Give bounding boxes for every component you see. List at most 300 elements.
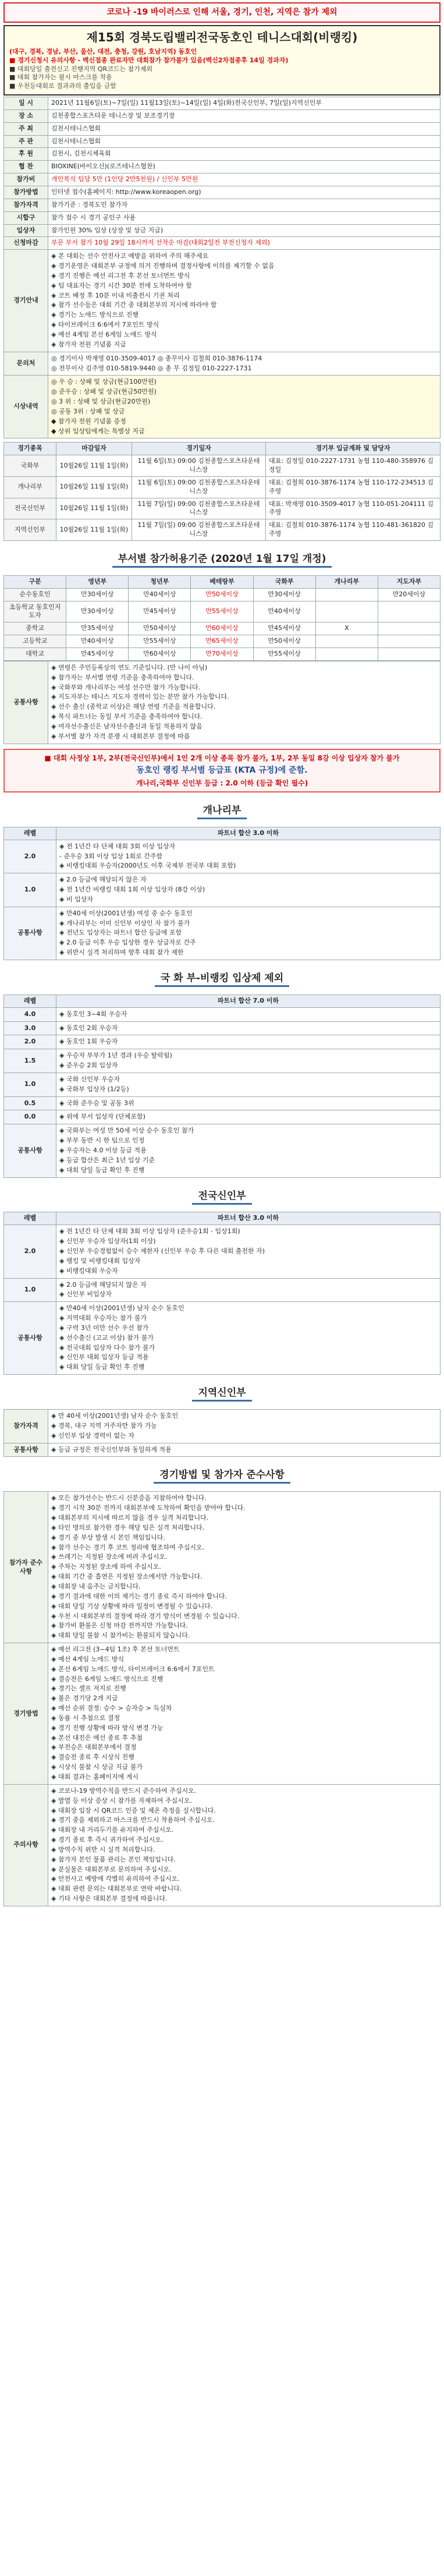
info-label: 일 시 (4, 97, 48, 110)
info-row (4, 135, 441, 148)
methods-item: ◈ 예선 4게임 노애드 방식 (51, 1655, 125, 1663)
methods-item: ◈ 볼은 경기당 2개 지급 (51, 1694, 118, 1703)
info-value: 2021년 11월6일(토)~7일(일) 11월13일(토)~14일(일) 4일(화)전국신인부, 7일(일)지역신인부 (48, 97, 441, 110)
rookie-level-item: ◈ 전국대회 입상자 다수 참가 불가 (59, 1343, 155, 1351)
local-cell (48, 1410, 441, 1443)
local-item: ◈ 등급 규정은 전국신인부와 동일하게 적용 (51, 1445, 172, 1453)
schedule-row (4, 498, 441, 519)
methods-title (3, 1463, 441, 1488)
national-level: 0.0 (4, 1110, 56, 1124)
age-cell: 만30세이상 (66, 601, 129, 622)
rules-item: ◈ 예선 4게임 본선 6게임 노애드 방식 (51, 330, 157, 338)
info-label: 주 최 (4, 122, 48, 135)
methods-item: ◈ 경기 결과에 대한 이의 제기는 경기 종료 즉시 하여야 합니다. (51, 1592, 227, 1600)
methods-item: ◈ 안전사고 예방에 각별히 유의하여 주십시오. (51, 1875, 180, 1883)
national-level: 0.5 (4, 1096, 56, 1110)
methods-item: ◈ 대회장 입장 시 QR코드 인증 및 체온 측정을 실시합니다. (51, 1806, 216, 1814)
info-row (4, 97, 441, 110)
age-notes-label: 공통사항 (4, 661, 48, 744)
methods-item: ◈ 대회장 내 거리두기를 유지하여 주십시오. (51, 1826, 174, 1834)
national-level-item: ◈ 준우승 2회 입상자 (59, 1061, 118, 1070)
rookie-grade-note: 개나리,국화부 신인부 등급 : 2.0 이하 (등급 확인 필수) (136, 779, 308, 787)
national-level-row (4, 1007, 441, 1021)
title-line-3: ■ 대회 참가자는 필시 마스크를 착용 (9, 73, 112, 82)
local-item: ◈ 경북, 대구 지역 거주자만 참가 가능 (51, 1421, 157, 1429)
rules-cell (48, 250, 441, 352)
local-cell (48, 1443, 441, 1457)
local-item: ◈ 만 40세 이상(2001년생) 남자 순수 동호인 (51, 1412, 179, 1420)
age-header: 지도자부 (378, 575, 440, 588)
gaenari-level: 1.0 (4, 873, 56, 907)
info-label: 주 관 (4, 135, 48, 148)
prize-cell (48, 376, 441, 438)
rookie-level-row (4, 1278, 441, 1302)
age-notes-table (3, 661, 441, 744)
gaenari-level-cell (56, 907, 441, 960)
schedule-bank: 대표: 김철희 010-3876-1174 농협 110-172-234513 김주영 (266, 476, 441, 498)
national-level-item: ◈ 국화 신인부 우승자 (59, 1075, 120, 1083)
info-label: 시합구 (4, 211, 48, 224)
national-level-item: ◈ 국화부 입상자 (1/2등) (59, 1085, 129, 1093)
info-label: 참가방법 (4, 186, 48, 199)
info-value: 부문 부서 참가 10월 29일 18시까지 선착순 마감(대회2일전 부전신청자 제외) (48, 237, 441, 250)
gaenari-level-item: ◈ 2.0 등급에 해당되지 않은 자 (59, 876, 147, 884)
gaenari-level-list (59, 842, 437, 872)
age-header: 국화부 (253, 575, 315, 588)
national-level-list (59, 1099, 437, 1109)
rookie-level-item: ◈ 선수출신 (고교 이상) 참가 불가 (59, 1333, 154, 1342)
contact-label: 문의처 (4, 352, 48, 376)
methods-item: ◈ 대회 당일 기상 상황에 따라 일정이 변경될 수 있습니다. (51, 1602, 213, 1610)
gaenari-level-item: ◈ 2.0 등급 이후 우승 입상한 경우 상급자로 간주 (59, 939, 196, 947)
methods-label: 참가자 준수사항 (4, 1492, 48, 1643)
methods-list (51, 1645, 437, 1782)
age-note: ◈ 연령은 주민등록상의 연도 기준입니다. (만 나이 아님) (51, 663, 208, 671)
national-title-text: 국 화 부-비랭킹 입상제 제외 (155, 971, 289, 987)
national-level: 1.5 (4, 1049, 56, 1073)
age-cell: 만35세이상 (66, 622, 129, 635)
rookie-level: 2.0 (4, 1225, 56, 1278)
age-row (4, 601, 441, 622)
rules-item: ◈ 경기운영은 대회본부 규정에 의거 진행하며 결정사항에 이의를 제기할 수 없음 (51, 262, 275, 270)
sum-header: 파트너 합산 3.0 이하 (56, 1212, 441, 1225)
methods-item: ◈ 본선 대진은 예선 종료 후 추첨 (51, 1733, 143, 1742)
age-cell: 만70세이상 (191, 648, 253, 661)
national-level-list (59, 1075, 437, 1095)
rookie-level-list (59, 1304, 437, 1372)
age-section-title-text: 부서별 참가허용기준 (2020년 1월 17일 개정) (112, 552, 332, 568)
schedule-table (3, 442, 441, 541)
methods-cell (48, 1492, 441, 1643)
methods-item: ◈ 기타 사항은 대회본부 결정에 따릅니다. (51, 1895, 168, 1903)
national-level: 3.0 (4, 1021, 56, 1035)
info-row (4, 224, 441, 237)
age-cell: 만65세이상 (191, 635, 253, 648)
schedule-date: 11월 6일(토) 09:00 김천종합스포츠타운테니스장 (132, 455, 266, 477)
age-cell: 중학교 (4, 622, 66, 635)
age-note: ◈ 복식 파트너는 동일 부서 기준을 충족하여야 합니다. (51, 713, 203, 721)
methods-item: ◈ 대회 당일 불참 시 참가비는 환불되지 않습니다. (51, 1632, 190, 1640)
methods-item: ◈ 분실물은 대회본부로 문의하여 주십시오. (51, 1865, 172, 1873)
schedule-deadline: 10월26일 11월 1일(화) (56, 519, 132, 541)
gaenari-level-item: ◈ 전 1년간 비랭킹 대회 1회 이상 입상자 (8강 이상) (59, 886, 205, 894)
rookie-level-item: ◈ 신인부 비입상자 (59, 1290, 112, 1298)
age-cell (378, 601, 440, 622)
rookie-level-item: ◈ 신인부 대회 입상자 등급 적용 (59, 1353, 149, 1361)
national-table (3, 995, 441, 1178)
gaenari-level-item: - 준우승 3회 이상 입상 1회로 간주함 (59, 852, 163, 860)
schedule-header: 경기일자 (132, 443, 266, 455)
local-label: 참가자격 (4, 1410, 48, 1443)
info-value: 인터넷 접수(홈페이지: http://www.koreaopen.org) (48, 186, 441, 199)
schedule-date: 11월 6일(토) 09:00 김천종합스포츠타운테니스장 (132, 476, 266, 498)
national-level-row (4, 1073, 441, 1096)
age-header: 청년부 (129, 575, 191, 588)
info-row (4, 237, 441, 250)
methods-item: ◈ 시상식 불참 시 상금 지급 불가 (51, 1763, 143, 1771)
title-line-2: ■ 대회당일 출전신고 진행지역 QR코드는 참가제외 (9, 65, 153, 73)
methods-item: ◈ 경기 중 부상 발생 시 본인 책임입니다. (51, 1533, 165, 1541)
schedule-bank: 대표: 박재영 010-3509-4017 농협 110-051-204111 김주영 (266, 498, 441, 519)
schedule-deadline: 10월26일 11월 1일(화) (56, 476, 132, 498)
schedule-deadline: 10월26일 11월 1일(화) (56, 498, 132, 519)
local-body (4, 1410, 441, 1457)
age-cell: 만45세이상 (129, 601, 191, 622)
rookie-level-item: ◈ 지역대회 우승자는 참가 불가 (59, 1314, 147, 1322)
age-cell: 순수동호인 (4, 588, 66, 601)
warning-box (3, 749, 441, 792)
rookie-level-item: ◈ 비랭킹대회 우승자 (59, 1266, 118, 1275)
local-row (4, 1443, 441, 1457)
contact-item: ◎ 경기이사 박재영 010-3509-4017 ◎ 총무이사 김철희 010-3876-1174 (51, 354, 262, 362)
local-list (51, 1445, 437, 1455)
schedule-row (4, 476, 441, 498)
rookie-level: 공통사항 (4, 1302, 56, 1375)
info-label: 장 소 (4, 109, 48, 122)
methods-item: ◈ 결승전은 6게임 노애드 방식으로 진행 (51, 1675, 164, 1683)
age-cell (315, 635, 378, 648)
methods-cell (48, 1643, 441, 1785)
title-line-1: ■ 경기신청시 유의사항 - 백신접종 완료자만 대회참가 참가불가 있음(백신2차접종후 14일 경과자) (9, 56, 289, 64)
age-header: 베테랑부 (191, 575, 253, 588)
level-header: 레벨 (4, 1212, 56, 1225)
national-level-list (59, 1126, 437, 1175)
gaenari-table (3, 827, 441, 960)
age-cell: 만30세이상 (66, 588, 129, 601)
methods-list (51, 1786, 437, 1904)
age-table (3, 575, 441, 661)
level-header: 레벨 (4, 827, 56, 840)
methods-item: ◈ 대회본부의 지시에 따르지 않을 경우 실격 처리합니다. (51, 1514, 209, 1522)
methods-item: ◈ 경기 시작 30분 전까지 대회본부에 도착하여 확인을 받아야 합니다. (51, 1504, 246, 1512)
contact-list (51, 354, 437, 374)
info-value: 참가기준 : 경북도민 참가자 (48, 199, 441, 211)
age-cell: 만55세이상 (129, 635, 191, 648)
schedule-row (4, 455, 441, 477)
age-cell (315, 648, 378, 661)
rules-item: ◈ 코트 배정 후 10분 이내 미출전시 기권 처리 (51, 291, 180, 299)
info-label: 참가자격 (4, 199, 48, 211)
rookie-level-item: ◈ 신인부 우승자 입상자(1회 이상) (59, 1237, 156, 1245)
rules-item: ◈ 경기는 노애드 방식으로 진행 (51, 311, 138, 319)
age-row (4, 622, 441, 635)
age-note: ◈ 여자선수출신은 남자선수출신과 동일 적용하지 않음 (51, 722, 203, 730)
age-cell (378, 622, 440, 635)
info-value: 참가 접수 시 경기 공인구 사용 (48, 211, 441, 224)
age-header: 구분 (4, 575, 66, 588)
title-line-4: ■ 우천등대회로 결과과의 출입을 금함 (9, 82, 116, 90)
local-title-text: 지역신인부 (192, 1386, 251, 1402)
methods-label: 주의사항 (4, 1784, 48, 1906)
national-level-item: ◈ 등급 합산은 최근 1년 입상 기준 (59, 1156, 155, 1164)
rookie-level-list (59, 1280, 437, 1300)
local-row (4, 1410, 441, 1443)
schedule-event: 국화부 (4, 455, 56, 477)
national-level-cell (56, 1124, 441, 1177)
national-level-item: ◈ 우승자는 4.0 이상 등급 적용 (59, 1147, 147, 1154)
schedule-date: 11월 7일(일) 09:00 김천종합스포츠타운테니스장 (132, 519, 266, 541)
age-cell: 만50세이상 (253, 635, 315, 648)
national-level-item: ◈ 국화부는 여성 만 50세 이상 순수 동호인 참가 (59, 1127, 194, 1135)
methods-item: ◈ 대회 관련 문의는 대회본부로 연락 바랍니다. (51, 1885, 182, 1893)
age-cell (378, 635, 440, 648)
methods-item: ◈ 경기 중을 제외하고 마스크를 반드시 착용하여 주십시오. (51, 1816, 215, 1824)
info-label: 참가비 (4, 174, 48, 186)
national-level-cell (56, 1096, 441, 1110)
age-cell: 만40세이상 (129, 588, 191, 601)
gaenari-level-item: ◈ 개나리부는 이미 신인부 이상인 자 참가 불가 (59, 919, 190, 927)
age-body (4, 588, 441, 660)
age-cell: 만50세이상 (191, 588, 253, 601)
info-row (4, 109, 441, 122)
schedule-bank: 대표: 김정일 010-2227-1731 농협 110-480-358976 김정일 (266, 455, 441, 477)
info-body (4, 97, 441, 438)
age-cell: 만20세이상 (378, 588, 440, 601)
national-level-item: ◈ 부부 동반 시 한 팀으로 인정 (59, 1137, 145, 1145)
gaenari-level-row (4, 840, 441, 873)
schedule-event: 개나리부 (4, 476, 56, 498)
contact-row (4, 352, 441, 376)
age-cell: 만40세이상 (66, 635, 129, 648)
methods-label: 경기방법 (4, 1643, 48, 1785)
national-level-list (59, 1024, 437, 1034)
sum-header: 파트너 합산 7.0 이하 (56, 995, 441, 1007)
methods-item: ◈ 참가 선수는 경기 후 코트 정리에 협조하여 주십시오. (51, 1543, 205, 1551)
rookie-body (4, 1225, 441, 1375)
national-level: 2.0 (4, 1035, 56, 1049)
rules-item: ◈ 팀 대표자는 경기 시간 30분 전에 도착하여야 함 (51, 281, 192, 289)
national-level: 공통사항 (4, 1124, 56, 1177)
national-title (3, 966, 441, 991)
contact-cell (48, 352, 441, 376)
age-cell: 만45세이상 (253, 622, 315, 635)
methods-item: ◈ 방역수칙 위반 시 실격 처리합니다. (51, 1845, 155, 1853)
methods-item: ◈ 쓰레기는 지정된 장소에 버려 주십시오. (51, 1553, 168, 1561)
prize-list (51, 377, 437, 436)
gaenari-level-item: ◈ 만40세 이상(2001년생) 여성 중 순수 동호인 (59, 909, 193, 917)
rookie-level-cell (56, 1225, 441, 1278)
age-note: ◈ 지도자부는 테니스 지도자 경력이 있는 분만 참가 가능합니다. (51, 693, 229, 701)
age-head (4, 575, 441, 588)
national-level-cell (56, 1035, 441, 1049)
tournament-title: 제15회 경북도립밸리전국동호인 테니스대회(비랭킹) (86, 30, 358, 44)
rookie-level-item: ◈ 만40세 이상(2001년생) 남자 순수 동호인 (59, 1304, 184, 1312)
prize-item: ◎ 우 승 : 상패 및 상금(현금100만원) (51, 378, 157, 386)
schedule-body (4, 455, 441, 541)
age-header: 개나리부 (315, 575, 378, 588)
eligible-regions: (대구, 경북, 경남, 부산, 울산, 대전, 충청, 강원, 호남지역) 동호인 (9, 47, 197, 55)
methods-table (3, 1491, 441, 1906)
age-notes (51, 663, 437, 742)
methods-item: ◈ 동률 시 추첨으로 결정 (51, 1714, 120, 1722)
gaenari-body (4, 840, 441, 960)
prize-item: ◆ 상위 입상팀에게는 특별상 지급 (51, 427, 145, 435)
age-cell: 초등학교 동호인지도자 (4, 601, 66, 622)
info-value: 김천시테니스협회 (48, 122, 441, 135)
rookie-level-item: ◈ 전 1년간 타 단체 대회 3회 이상 입상자 (준우승1회 - 입상1회) (59, 1227, 240, 1236)
gaenari-level-list (59, 875, 437, 905)
age-note: ◈ 부서별 참가 자격 분쟁 시 대회본부 결정에 따름 (51, 732, 190, 740)
national-level-row (4, 1096, 441, 1110)
prize-item: ◎ 준우승 : 상패 및 상금(현금50만원) (51, 388, 157, 396)
info-row (4, 199, 441, 211)
schedule-header: 경기부 입금계좌 및 담당자 (266, 443, 441, 455)
national-level-row (4, 1035, 441, 1049)
rookie-title (3, 1184, 441, 1209)
age-cell: 만50세이상 (129, 622, 191, 635)
age-cell: 만60세이상 (191, 622, 253, 635)
local-title (3, 1381, 441, 1406)
national-level-item: ◈ 우승자 부부가 1년 경과 (우승 탈락됨) (59, 1052, 172, 1060)
methods-item: ◈ 타인 명의로 참가한 경우 해당 팀은 실격 처리합니다. (51, 1523, 205, 1531)
info-row (4, 161, 441, 174)
rules-item: ◈ 경기 진행은 예선 리그전 후 본선 토너먼트 방식 (51, 271, 190, 279)
national-level-list (59, 1112, 437, 1122)
age-note: ◈ 국화부와 개나리부는 여성 선수만 참가 가능합니다. (51, 683, 201, 691)
age-note: ◈ 선수 출신 (중학교 이상)은 해당 연령 기준을 적용합니다. (51, 703, 216, 711)
prize-item: ◎ 3 위 : 상패 및 상금(현금20만원) (51, 398, 151, 406)
rookie-level-row (4, 1225, 441, 1278)
age-cell: 대학교 (4, 648, 66, 661)
level-header: 레벨 (4, 995, 56, 1007)
sum-header: 파트너 합산 3.0 이하 (56, 827, 441, 840)
info-value: 참가인원 30% 입상 (상장 및 상금 지급) (48, 224, 441, 237)
national-level-item: ◈ 동호인 3~4회 우승자 (59, 1010, 127, 1018)
methods-item: ◈ 부전승은 대회본부에서 결정 (51, 1743, 137, 1751)
gaenari-level-item: ◈ 비랭킹대회 우승자(2000년도 이후 국제부 전국부 대회 포함) (59, 862, 236, 870)
national-level-item: ◈ 동호인 1회 우승자 (59, 1038, 118, 1046)
age-cell: 만40세이상 (253, 601, 315, 622)
national-level-cell (56, 1007, 441, 1021)
methods-item: ◈ 대회 기간 중 흡연은 지정된 장소에서만 가능합니다. (51, 1573, 203, 1581)
gaenari-level-item: ◈ 위반시 실격 처리하며 향후 대회 참가 제한 (59, 949, 184, 957)
info-value: 개인복식 팀당 5만 (1인당 2만5천원) / 신인부 5만원 (48, 174, 441, 186)
gaenari-level: 공통사항 (4, 907, 56, 960)
national-level-cell (56, 1073, 441, 1096)
rookie-title-text: 전국신인부 (192, 1189, 251, 1205)
contact-item: ◎ 전무이사 김주영 010-5819-9440 ◎ 총 무 김정일 010-2227-1731 (51, 364, 252, 372)
national-level-row (4, 1124, 441, 1177)
info-label: 후 원 (4, 148, 48, 161)
age-cell: 만55세이상 (253, 648, 315, 661)
schedule-header: 마감일자 (56, 443, 132, 455)
age-cell (315, 588, 378, 601)
info-table (3, 97, 441, 438)
methods-item: ◈ 모든 참가선수는 반드시 신분증을 지참하여야 합니다. (51, 1494, 207, 1502)
local-list (51, 1411, 437, 1441)
title-box (3, 25, 441, 95)
rules-list (51, 252, 437, 349)
info-value: BIOXINE(바이오신)(로즈테니스협찬) (48, 161, 441, 174)
rules-row (4, 250, 441, 352)
age-cell: X (315, 622, 378, 635)
national-level-list (59, 1051, 437, 1071)
rookie-level-list (59, 1227, 437, 1276)
methods-row (4, 1784, 441, 1906)
age-row (4, 648, 441, 661)
info-row (4, 211, 441, 224)
gaenari-title-text: 개나리부 (197, 804, 247, 819)
national-level-list (59, 1037, 437, 1047)
methods-item: ◈ 참가비 환불은 신청 마감 전까지만 가능합니다. (51, 1622, 188, 1630)
local-label: 공통사항 (4, 1443, 48, 1457)
methods-item: ◈ 예선 리그전 (3~4팀 1조) 후 본선 토너먼트 (51, 1646, 180, 1654)
rookie-level-item: ◈ 2.0 등급에 해당되지 않은 자 (59, 1280, 147, 1289)
rules-item: ◈ 타이브레이크 6:6에서 7포인트 방식 (51, 321, 159, 329)
warning-text: ■ 대회 사정상 1부, 2부(전국신인부)에서 1인 2개 이상 종목 참가 불가, 1부, 2부 동일 8강 이상 입상자 참가 불가 (44, 753, 400, 762)
national-level-item: ◈ 동호인 2회 우승자 (59, 1024, 118, 1032)
local-item: ◈ 신인부 입상 경력이 없는 자 (51, 1431, 134, 1439)
prize-row (4, 376, 441, 438)
methods-item: ◈ 주차는 지정된 장소에 하여 주십시오. (51, 1563, 161, 1571)
rookie-level-cell (56, 1302, 441, 1375)
national-level-item: ◈ 대회 당일 등급 확인 후 진행 (59, 1166, 145, 1174)
national-level-item: ◈ 위에 부서 입상자 (단체포함) (59, 1113, 145, 1121)
national-level-cell (56, 1110, 441, 1124)
local-table (3, 1409, 441, 1457)
prize-item: ◎ 공동 3위 : 상패 및 상금 (51, 407, 125, 415)
age-cell (378, 648, 440, 661)
methods-item: ◈ 경기는 셀프 저지로 진행 (51, 1685, 126, 1693)
prize-label: 시상내역 (4, 376, 48, 438)
methods-row (4, 1643, 441, 1785)
national-level-cell (56, 1049, 441, 1073)
methods-item: ◈ 예선 순위 결정: 승수 > 승자승 > 득실차 (51, 1704, 172, 1712)
rookie-level-item: ◈ 구력 3년 미만 선수 우선 참가 (59, 1324, 149, 1332)
national-level-row (4, 1021, 441, 1035)
info-value: 김천종합스포츠타운 테니스장 및 보조경기장 (48, 109, 441, 122)
age-row (4, 635, 441, 648)
methods-item: ◈ 우천 시 대회본부의 결정에 따라 경기 방식이 변경될 수 있습니다. (51, 1612, 240, 1620)
info-value: 김천시, 김천시체육회 (48, 148, 441, 161)
methods-row (4, 1492, 441, 1643)
schedule-event: 지역신인부 (4, 519, 56, 541)
methods-body (4, 1492, 441, 1906)
national-level-item: ◈ 국화 준우승 및 공동 3위 (59, 1099, 134, 1107)
methods-item: ◈ 대회 결과는 홈페이지에 게시 (51, 1773, 138, 1781)
info-row (4, 174, 441, 186)
schedule-row (4, 519, 441, 541)
gaenari-level-item: ◈ 전 1년간 타 단체 대회 3회 이상 입상자 (59, 842, 176, 850)
info-value: 김천시테니스협회 (48, 135, 441, 148)
age-note: ◈ 참가자는 부서별 연령 기준을 충족하여야 합니다. (51, 673, 194, 681)
info-label: 협 찬 (4, 161, 48, 174)
rules-label: 경기안내 (4, 250, 48, 352)
age-cell: 고등학교 (4, 635, 66, 648)
rules-item: ◈ 참가자 전원 기념품 지급 (51, 340, 126, 348)
age-cell: 만45세이상 (66, 648, 129, 661)
gaenari-level-cell (56, 873, 441, 907)
